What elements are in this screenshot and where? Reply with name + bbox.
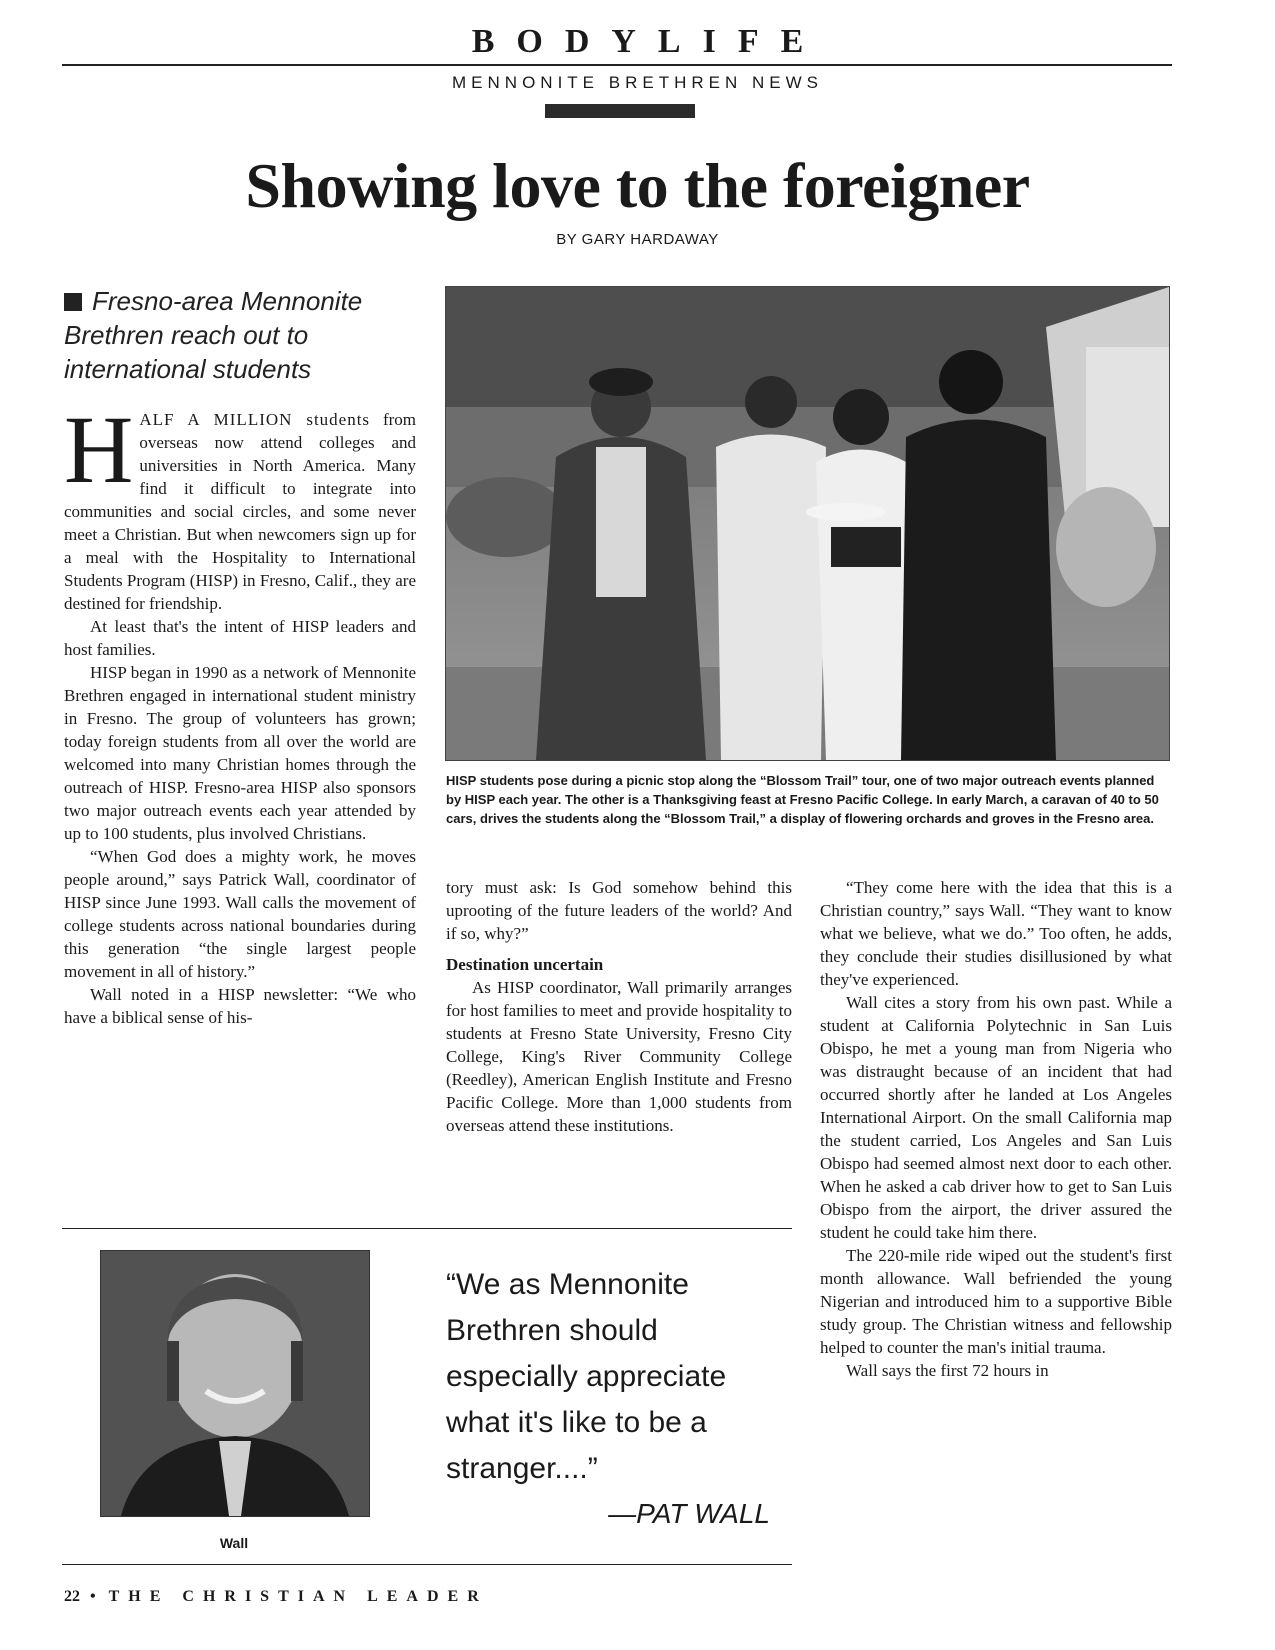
lead-caps: ALF A MILLION students — [139, 410, 371, 429]
publication-name: THE CHRISTIAN LEADER — [108, 1588, 488, 1605]
pull-quote: “We as Mennonite Brethren should especially appreciate what it's like to be a stranger....” — [446, 1268, 727, 1485]
masthead-subtitle: MENNONITE BRETHREN NEWS — [452, 73, 823, 92]
portrait-photo — [100, 1250, 370, 1517]
paragraph: As HISP coordinator, Wall primarily arranges for host families to meet and provide hospitality to students at Fresno State University, Fresno City College, King's River Community College (Reedley), American English Institute and Fresno Pacific College. More than 1,000 students from overseas attend these institutions. — [446, 978, 792, 1135]
paragraph: Wall noted in a HISP newsletter: “We who have a biblical sense of his- — [64, 985, 416, 1027]
subhead: Destination uncertain — [446, 955, 604, 974]
section-divider — [62, 1564, 792, 1565]
paragraph: “When God does a mighty work, he moves people around,” says Patrick Wall, coordinator of HISP since June 1993. Wall calls the movement of college students across national boundaries during this generation “the single largest people movement in all of history.” — [64, 847, 416, 981]
article-column-2 — [446, 876, 792, 1137]
paragraph: tory must ask: Is God somehow behind this uprooting of the future leaders of the world? And if so, why?” — [446, 878, 792, 943]
footer-separator: • — [90, 1588, 105, 1605]
section-divider — [62, 1228, 792, 1229]
article-column-1 — [64, 396, 416, 1029]
drop-cap: H — [64, 396, 134, 503]
masthead-title: BODYLIFE — [471, 23, 826, 60]
deck-text: Fresno-area Mennonite Brethren reach out to international students — [64, 286, 363, 384]
photo-caption: HISP students pose during a picnic stop along the “Blossom Trail” tour, one of two major outreach events planned by HISP each year. The other is a Thanksgiving feast at Fresno Pacific College. In early March, a caravan of 40 to 50 cars, drives the students along the “Blossom Trail,” a display of flowering orchards and groves in the Fresno area. — [446, 773, 1159, 826]
paragraph: Wall cites a story from his own past. While a student at California Polytechnic in San Luis Obispo, he met a young man from Nigeria who was distraught because of an incident that had occurred shortly after he landed at Los Angeles International Airport. On the small California map the student carried, Los Angeles and San Luis Obispo had seemed almost next door to each other. When he asked a cab driver how to get to San Luis Obispo from the airport, the driver assured the student he could take him there. — [820, 993, 1172, 1242]
lead-text: from overseas now attend colleges and universities in North America. Many find it difficult to integrate into communities and social circles, and some never meet a Christian. But when newcomers sign up for a meal with the Hospitality to International Students Program (HISP) in Fresno, Calif., they are destined for friendship. — [64, 410, 416, 613]
group-photo-image — [446, 287, 1169, 760]
paragraph: At least that's the intent of HISP leaders and host families. — [64, 617, 416, 659]
article-headline: Showing love to the foreigner — [245, 150, 1030, 221]
portrait-image — [101, 1251, 369, 1516]
article-column-3 — [820, 876, 1172, 1382]
article-deck — [64, 284, 424, 386]
page-footer — [64, 1588, 488, 1606]
masthead-rule — [62, 64, 1172, 66]
group-photo — [445, 286, 1170, 761]
pull-quote-attribution: —PAT WALL — [608, 1498, 770, 1529]
masthead-bar — [545, 104, 695, 118]
page-number: 22 — [64, 1588, 80, 1605]
portrait-caption: Wall — [219, 1535, 249, 1551]
paragraph: “They come here with the idea that this is a Christian country,” says Wall. “They want to know what we believe, what we do.” Too often, he adds, they conclude their studies disillusioned by what they've experienced. — [820, 878, 1172, 989]
article-byline: BY GARY HARDAWAY — [556, 231, 719, 248]
paragraph: Wall says the first 72 hours in — [846, 1361, 1049, 1380]
paragraph: HISP began in 1990 as a network of Mennonite Brethren engaged in international student ministry in Fresno. The group of volunteers has grown; today foreign students from all over the world are welcomed into many Christian homes through the outreach of HISP. Fresno-area HISP also sponsors two major outreach events each year attended by up to 100 students, plus involved Christians. — [64, 663, 416, 843]
paragraph: The 220-mile ride wiped out the student's first month allowance. Wall befriended the young Nigerian and introduced him to a supportive Bible study group. The Christian witness and fellowship helped to counter the man's initial trauma. — [820, 1246, 1172, 1357]
bullet-square-icon — [64, 293, 82, 311]
lead-paragraph — [64, 396, 416, 615]
